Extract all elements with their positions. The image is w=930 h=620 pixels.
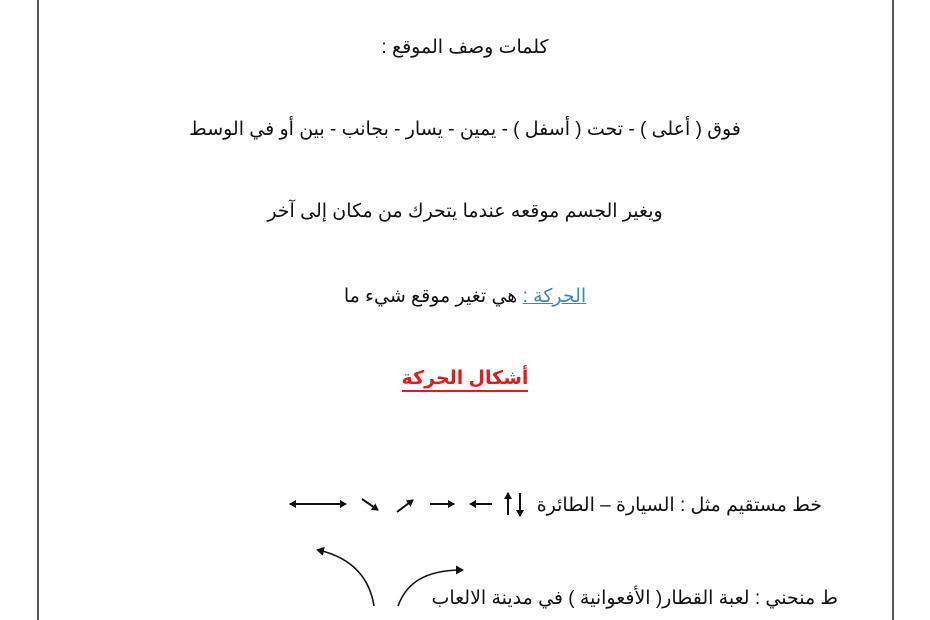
curved-line-example: ط منحني : لعبة القطار( الأفعوانية ) في مدينة الالعاب bbox=[431, 588, 838, 609]
curved-arrow-left-icon bbox=[318, 550, 374, 606]
position-change-sentence: ويغير الجسم موقعه عندما يتحرك من مكان إلى آخر bbox=[267, 201, 663, 222]
motion-term: الحركة : bbox=[522, 286, 587, 307]
arrow-down-right-icon bbox=[362, 499, 378, 510]
keywords-heading: كلمات وصف الموقع : bbox=[381, 37, 549, 58]
page-border-right bbox=[892, 0, 894, 620]
straight-arrows bbox=[282, 491, 542, 521]
motion-definition-text: هي تغير موقع شيء ما bbox=[343, 286, 523, 307]
arrow-up-right-icon bbox=[397, 500, 413, 512]
keywords-list: فوق ( أعلى ) - تحت ( أسفل ) - يمين - يسار - بجانب - بين أو في الوسط bbox=[189, 119, 741, 140]
straight-line-example: خط مستقيم مثل : السيارة – الطائرة bbox=[536, 495, 822, 516]
forms-of-motion-heading: أشكال الحركة bbox=[402, 368, 529, 392]
page-border-left bbox=[37, 0, 39, 620]
motion-definition bbox=[40, 285, 890, 309]
forms-of-motion-heading-row bbox=[40, 367, 890, 391]
